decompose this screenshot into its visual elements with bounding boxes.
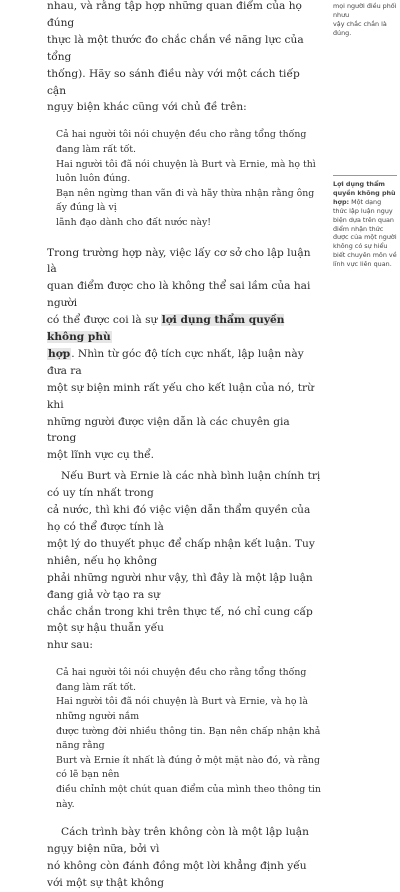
quote-line: Burt và Ernie ít nhất là đúng ở một mặt nào đó, và rằng có lẽ bạn nên (56, 754, 320, 781)
text-line: Trong trường hợp này, việc lấy cơ sở cho lập luận là (47, 246, 311, 276)
margin-note-1 (333, 2, 397, 38)
margin-note-2 (333, 180, 397, 269)
text-line: nhau, và rằng tập hợp những quan điểm của họ đúng (47, 0, 302, 29)
highlighted-term: lợi dụng thẩm quyền không phù (47, 314, 285, 344)
quote-line: Cả hai người tôi nói chuyện đều cho rằng tổng thống đang làm rất tốt. (56, 667, 307, 693)
paragraph-4 (47, 824, 322, 892)
text-line: thực là một thước đo chắc chắn về năng lực của tổng (47, 33, 304, 63)
quote-line: Hai người tôi đã nói chuyện là Burt và Ernie, mà họ thì luôn luôn đúng. (56, 158, 316, 185)
quote-line: Bạn nên ngừng than vãn đi và hãy thừa nhận rằng ông ấy đúng là vị (56, 187, 315, 214)
text-line: ngụy biện khác cũng với chủ đề trên: (47, 101, 247, 114)
quote-line: được tường đời nhiều thông tin. Bạn nên chấp nhận khả năng rằng (56, 725, 321, 752)
highlighted-term-continued: hợp (48, 347, 71, 360)
margin-note-divider (333, 175, 397, 176)
text-line: . Nhìn từ góc độ tích cực nhất, lập luận này đưa ra (47, 347, 304, 377)
text-line: Cách trình bày trên không còn là một lập luận ngụy biện nữa, bởi vì (47, 826, 309, 856)
text-line: những người được viện dẫn là các chuyên gia trong (47, 415, 290, 445)
text-line: một lĩnh vực cụ thể. (47, 449, 155, 462)
text-line: phải những người như vậy, thì đây là một lập luận đang giả vờ tạo ra sự (47, 571, 313, 601)
paragraph-3 (47, 468, 322, 654)
quote-line: lãnh đạo dành cho đất nước này! (56, 216, 212, 228)
text-line: thống). Hãy so sánh điều này với một cách tiếp cận (47, 67, 300, 97)
margin-note-line: vậy chắc chắn là đúng. (333, 19, 387, 37)
quote-line: Cả hai người tôi nói chuyện đều cho rằng tổng thống đang làm rất tốt. (56, 129, 307, 155)
quote-line: điều chỉnh một chút quan điểm của mình theo thông tin này. (56, 784, 321, 810)
paragraph-1 (47, 0, 322, 116)
text-line: một sự biện minh rất yếu cho kết luận của nó, trừ khi (47, 381, 314, 411)
paragraph-2 (47, 245, 322, 465)
glossary-definition: Một dạng thức lập luận ngụy biện dựa trên quan điểm nhận thức được của một người không có sự hiểu biết chuyên môn về lĩnh vực liên quan. (333, 197, 397, 269)
text-line: quan điểm được cho là không thể sai lầm của hai người (47, 280, 311, 310)
quote-block-2 (56, 666, 322, 812)
quote-block-1 (56, 128, 322, 230)
text-line: một lý do thuyết phục để chấp nhận kết luận. Tuy nhiên, nếu họ không (47, 537, 315, 567)
margin-note-line: mọi người điều phối nhưu (333, 2, 397, 19)
main-text-column (47, 0, 322, 892)
text-line: có thể được coi là sự (47, 314, 161, 327)
text-line: nó không còn đánh đồng một lời khẳng định yếu với một sự thật không (47, 860, 307, 889)
text-line: chắc chắn trong khi trên thực tế, nó chỉ cung cấp một sự hậu thuẫn yếu (47, 605, 313, 635)
text-line: cả nước, thì khi đó việc viện dẫn thẩm quyền của họ có thể được tính là (47, 504, 311, 533)
quote-line: Hai người tôi đã nói chuyện là Burt và Ernie, và họ là những người nắm (56, 696, 308, 723)
text-line: Nếu Burt và Ernie là các nhà bình luận chính trị có uy tín nhất trong (47, 470, 321, 500)
text-line: như sau: (47, 639, 93, 652)
glossary-term: Lợi dụng thẩm quyền không phù hợp: (333, 180, 396, 206)
